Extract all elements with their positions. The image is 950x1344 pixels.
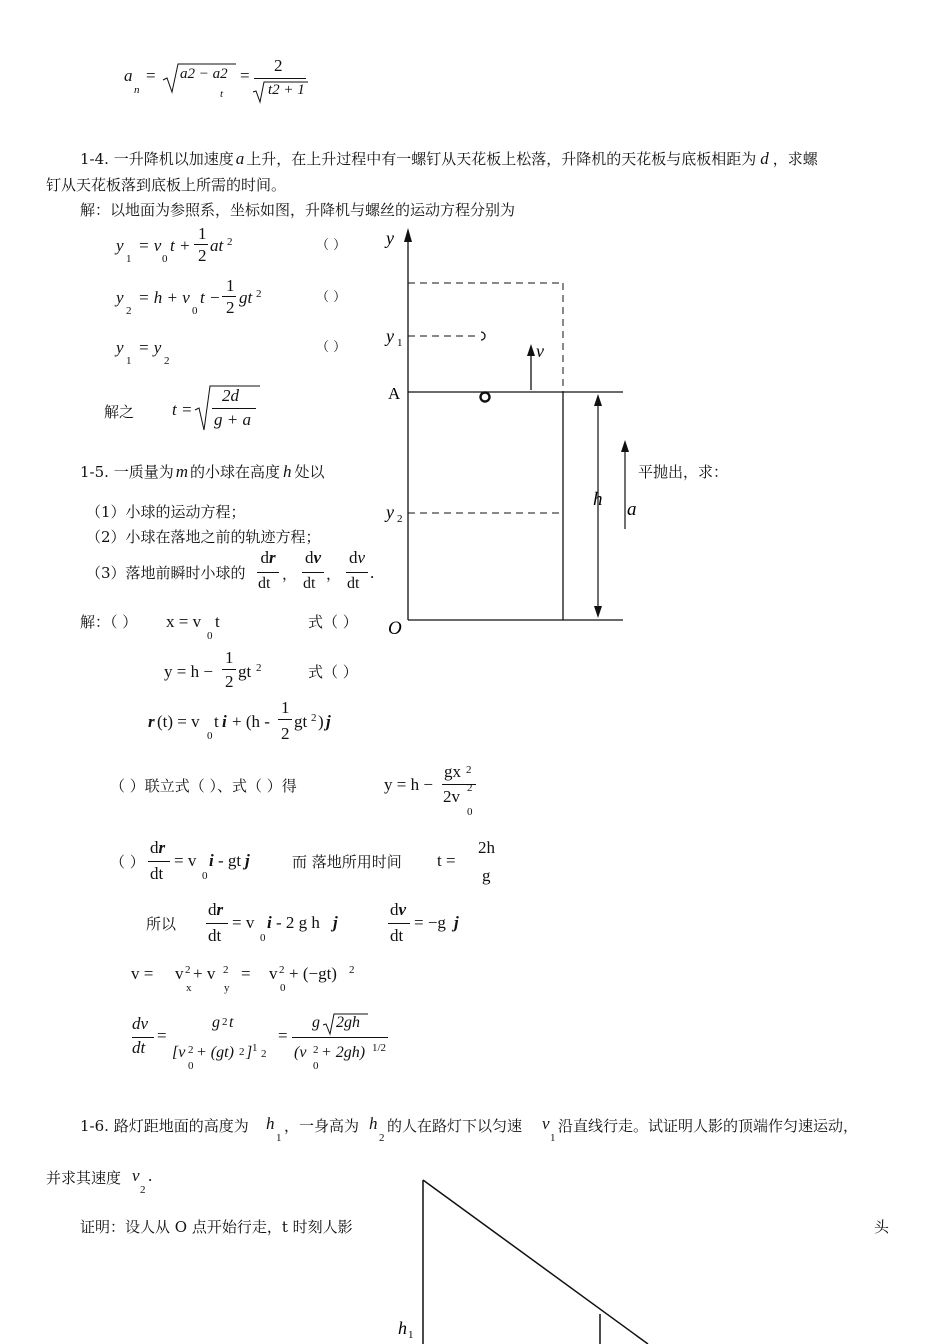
fraction-bar: [254, 78, 306, 79]
svg-text:2: 2: [397, 513, 403, 525]
solution-y: y = h − 1 2 gt 2 式（ ）: [164, 648, 358, 691]
solution-v: v = v 2 x + v 2 y = v 2 0 + (−gt) 2: [131, 964, 355, 994]
solution-drdt: （ ） dr dt = v 0 i - gt j 而 落地所用时间 t = 2h g: [110, 838, 495, 885]
acceleration-arrow-icon: [621, 440, 629, 452]
problem-1-4-solution: 解：以地面为参照系，坐标如图，升降机与螺丝的运动方程分别为: [80, 201, 516, 219]
problem-1-5-q3: （3）落地前瞬时小球的 dr dt ， dv dt ， dv dt .: [86, 548, 375, 592]
y2-label: y: [386, 502, 394, 522]
A-label: A: [388, 384, 401, 403]
eq-an-lhs: a: [124, 66, 133, 85]
problem-1-5-line1: 1-5. 一质量为 m 的小球在高度 h 处以: [80, 462, 325, 481]
eq-an-equals2: =: [240, 66, 250, 85]
problem-1-6-proof: 证明：设人从 O 点开始行走，t 时刻人影: [80, 1218, 353, 1236]
h-arrow-down-icon: [594, 606, 602, 618]
h-arrow-up-icon: [594, 394, 602, 406]
solution-suoyi: 所以 dr dt = v 0 i - 2 g h j dv dt = −g j: [146, 900, 459, 945]
trajectory-equation: y = h − gx 2 2v 2 0: [384, 762, 504, 822]
problem-1-5-q2: （2）小球在落地之前的轨迹方程；: [86, 528, 321, 546]
y-axis-arrow-icon: [404, 228, 412, 242]
svg-text:1: 1: [408, 1329, 414, 1341]
v-label: v: [536, 341, 544, 361]
lianli-text: （ ）联立式（ ）、式（ ）得: [110, 777, 297, 795]
solve-label: 解之: [104, 403, 135, 421]
axis-y-label: y: [386, 228, 394, 248]
problem-1-5-q1: （1）小球的运动方程；: [86, 503, 246, 521]
problem-1-4-line2: 钉从天花板落到底板上所需的时间。: [46, 176, 287, 194]
y1-label: y: [386, 326, 394, 346]
elevator-figure: [380, 224, 640, 640]
eq-an-sub-t: t: [220, 88, 224, 100]
equation-y1-eq-y2: y 1 = y 2 （ ）: [116, 338, 347, 367]
problem-1-6-proof-end: 头: [874, 1218, 890, 1236]
velocity-arrow-icon: [527, 344, 535, 356]
light-ray-line: [423, 1180, 648, 1344]
eq-an-numerator: 2: [274, 56, 283, 75]
screw-ghost-icon: [481, 332, 485, 340]
O-label: O: [388, 618, 402, 639]
solution-r: r (t) = v 0 t i + (h - 1 2 gt 2 ) j: [148, 698, 331, 743]
problem-1-4-line1: 1-4. 一升降机以加速度 a 上升，在上升过程中有一螺钉从天花板上松落，升降机的天花板与底板相距为 d ，求螺: [80, 149, 818, 168]
eq-an-equals: =: [146, 66, 156, 85]
streetlight-figure: [390, 1176, 650, 1344]
problem-1-5-line1-right: 平抛出，求：: [638, 463, 729, 481]
eq-an-radicand: a2 − a2: [180, 66, 228, 82]
equation-y2: y 2 = h + v 0 t − 1 2 gt 2 （ ）: [116, 276, 347, 317]
svg-text:1: 1: [397, 337, 403, 349]
eq-an-denominator: t2 + 1: [268, 82, 305, 98]
h1-label: h: [398, 1318, 407, 1338]
a-label: a: [627, 499, 637, 520]
eq-an-sub: n: [134, 84, 140, 96]
equation-y1: y 1 = v 0 t + 1 2 at 2 （ ）: [116, 224, 347, 265]
solution-x: 解：（ ） x = v 0 t 式（ ）: [80, 612, 358, 642]
solution-dvdt: dv dt = g 2 t [v 2 0 + (gt) 2 ] 1 2 = g 2gh (v 2 0 + 2gh) 1/2: [132, 1014, 387, 1072]
problem-1-6-line2: 并求其速度 v 2 .: [46, 1166, 153, 1196]
problem-1-6-line1: 1-6. 路灯距地面的高度为 h 1 ，一身高为 h 2 的人在路灯下以匀速 v 1 沿直线行走。试证明人影的顶端作匀速运动，: [80, 1114, 859, 1144]
equation-t: t = 2d g + a: [172, 384, 272, 434]
h-label: h: [593, 489, 603, 510]
screw-icon: [481, 393, 490, 402]
